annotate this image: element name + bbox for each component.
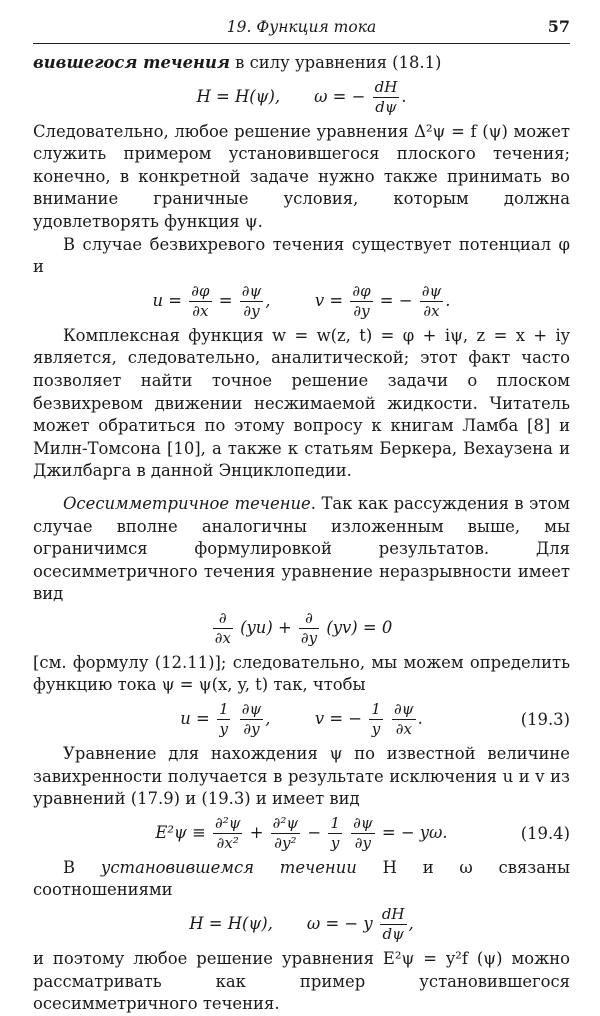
paragraph-5: Осесимметричное течение. Так как рассуждения в этом случае вполне аналогичны изложенным выше, мы ограничимся формулировкой результатов. Для осесимметричного течения уравнение неразрывности имеет вид (33, 493, 571, 604)
equation-2: u = $\frac{\partial\varphi}{\partial x}$ = $\frac{\partial\psi}{\partial y}$ , v = $\frac{\partial\varphi}{\partial y}$ = − $\frac{\partial\psi}{\partial x}$ . (152, 281, 451, 320)
equation-number-19-3: (19.3) (520, 710, 570, 730)
paragraph-2: Следовательно, любое решение уравнения Δ²ψ = f (ψ) может служить примером установившегося плоского течения; конечно, в конкретной задаче нужно также принимать во внимание граничные условия, которым должна удовлетворять функция ψ. (33, 121, 570, 231)
paragraph-3: В случае безвихревого течения существует потенциал φ и (33, 234, 570, 277)
paragraph-6: [см. формулу (12.11)]; следовательно, мы можем определить функцию тока ψ = ψ(x, y, t) так, чтобы (33, 652, 570, 695)
running-title: 19. Функция тока (226, 18, 377, 36)
eq1-fraction: $\frac{dH}{d\psi}$ (374, 77, 398, 116)
paragraph-4: Комплексная функция w = w(z, t) = φ + iψ, z = x + iy является, следовательно, аналитической; этот факт часто позволяет найти точное решение задачи о плоском безвихревом движении несжимаемой жидкости. Читатель может обратиться по этому вопросу к книгам Ламба [8] и Милн-Томсона [10], а также к статьям Беркера, Вехаузена и Джилбарга в данной Энциклопедии. (33, 325, 570, 481)
equation-number-19-4: (19.4) (520, 823, 570, 843)
paragraph-8: В установившемся течении H и ω связаны соотношениями (33, 857, 570, 900)
paragraph-1-text: в силу уравнения (18.1) (229, 53, 442, 72)
paragraph-7: Уравнение для нахождения ψ по известной величине завихренности получается в результате исключения u и v из уравнений (17.9) и (19.3) и имеет вид (33, 744, 570, 809)
eq1-h: H = H(ψ), (196, 86, 281, 106)
equation-steady: H = H(ψ), ω = − y $\frac{dH}{d\psi}$ , (189, 905, 414, 944)
equation-19-3: u = $\frac{1}{y}$ $\frac{\partial\psi}{\partial y}$ , v = − $\frac{1}{y}$ $\frac{\partial\psi}{\partial x}$ . (19.3) (180, 700, 570, 739)
paragraph-1-lead: вившегося течения (33, 53, 230, 72)
equation-continuity: $\frac{\partial}{\partial x}$ (yu) + $\frac{\partial}{\partial y}$ (yv) = 0 (214, 608, 393, 647)
steady-flow-emphasis: установившемся течении (100, 857, 357, 877)
eq1-omega: ω = − (314, 86, 366, 106)
running-head (33, 14, 570, 44)
page-number: 57 (547, 17, 570, 36)
paragraph-9: и поэтому любое решение уравнения E²ψ = y²f (ψ) можно рассматривать как пример установившегося осесимметричного течения. (33, 949, 570, 1014)
equation-1: H = H(ψ), ω = − $\frac{dH}{d\psi}$ . (196, 77, 407, 116)
section-heading-axisymmetric: Осесимметричное течение (63, 493, 311, 513)
equation-19-4: E²ψ ≡ $\frac{\text{∂²ψ}}{\text{∂x²}}$ + $\frac{\text{∂²ψ}}{\text{∂y²}}$ − $\frac{1}{y}$ $\frac{\partial\psi}{\partial y}$ = − yω. (19.4) (155, 813, 570, 852)
paragraph-1 (33, 52, 570, 75)
header-rule (33, 43, 570, 44)
